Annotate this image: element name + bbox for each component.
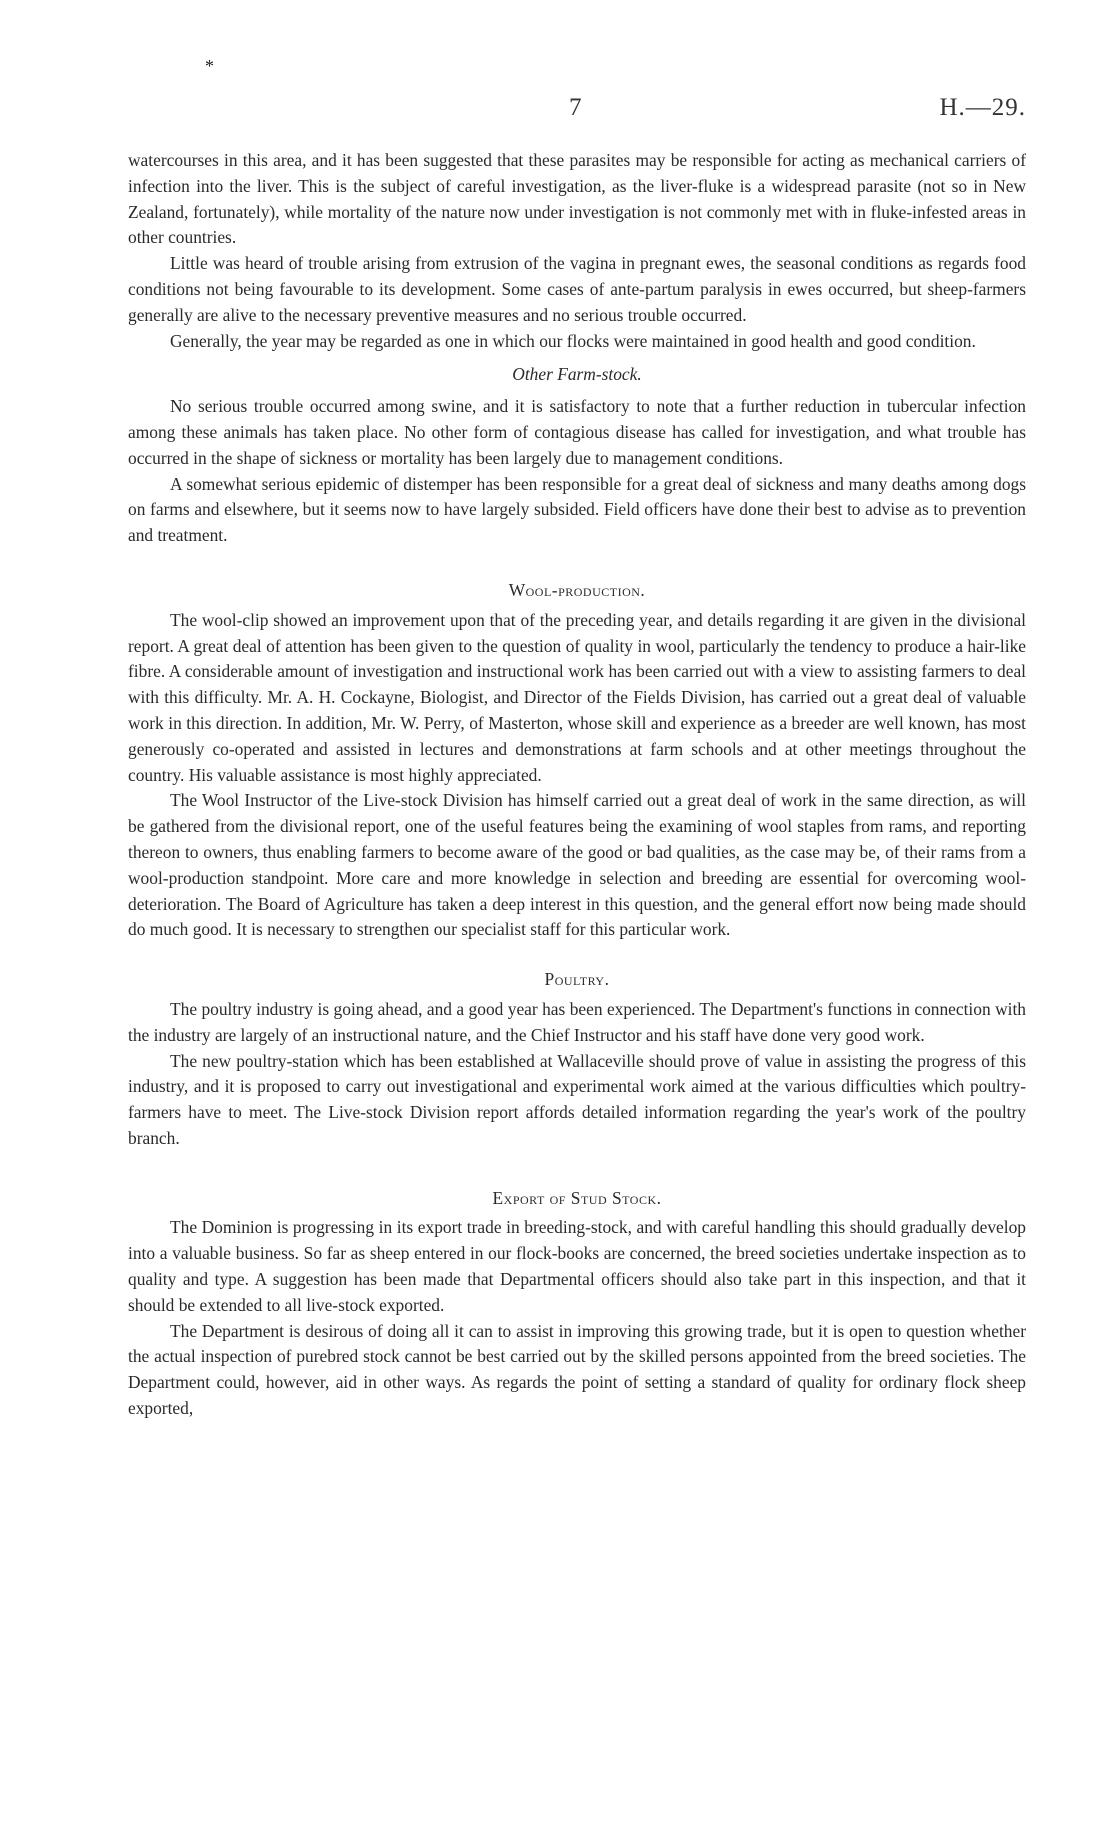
paragraph-ewes-trouble: Little was heard of trouble arising from extrusion of the vagina in pregnant ewes, the seasonal conditions as regards food conditions not being favourable to its development. Some cases of ante-partum paralysis in ewes occurred, but sheep-farmers generally are alive to the necessary preventive measures and no serious trouble occurred. [128, 253, 1026, 325]
paragraph-swine: No serious trouble occurred among swine, and it is satisfactory to note that a further reduction in tubercular infection among these animals has taken place. No other form of contagious disease has called for investigation, and what trouble has occurred in the shape of sickness or mortality has been largely due to management conditions. [128, 396, 1026, 468]
page-number: 7 [569, 94, 582, 121]
section-heading-poultry: Poultry. [544, 969, 610, 990]
paragraph-wool-clip: The wool-clip showed an improvement upon that of the preceding year, and details regarding it are given in the divisional report. A great deal of attention has been given to the question of quality in wool, particularly the tendency to produce a hair-like fibre. A considerable amount of investigation and instructional work has been carried out with a view to assisting farmers to deal with this difficulty. Mr. A. H. Cockayne, Biologist, and Director of the Fields Division, has carried out a great deal of valuable work in this direction. In addition, Mr. W. Perry, of Masterton, whose skill and experience as a breeder are well known, has most generously co-operated and assisted in lectures and demonstrations at farm schools and at other meetings throughout the country. His valuable assistance is most highly appreciated. [128, 609, 1026, 785]
paragraph-poultry-industry: The poultry industry is going ahead, and a good year has been experienced. The Department's functions in connection with the industry are largely of an instructional nature, and the Chief Instructor and his staff have done very good work. [128, 998, 1026, 1045]
paragraph-liver-fluke-continued: watercourses in this area, and it has been suggested that these parasites may be responsible for acting as mechanical carriers of infection into the liver. This is the subject of careful investigation, as the liver-fluke is a widespread parasite (not so in New Zealand, fortunately), while mortality of the nature now under investigation is not commonly met with in fluke-infested areas in other countries. [128, 150, 1026, 248]
document-reference: H.—29. [939, 94, 1026, 121]
section-heading-export-stud-stock: Export of Stud Stock. [492, 1187, 662, 1208]
paragraph-export-trade: The Dominion is progressing in its export trade in breeding-stock, and with careful handling this should gradually develop into a valuable business. So far as sheep entered in our flock-books are concerned, the breed societies undertake inspection as to quality and type. A suggestion has been made that Departmental officers should also take part in this inspection, and that it should be extended to all live-stock exported. [128, 1217, 1026, 1315]
paragraph-poultry-station: The new poultry-station which has been established at Wallaceville should prove of value in assisting the progress of this industry, and it is proposed to carry out investigational and experimental work aimed at the various difficulties which poultry-farmers have to meet. The Live-stock Division report affords detailed information regarding the year's work of the poultry branch. [128, 1050, 1026, 1148]
asterisk-mark: * [205, 56, 214, 76]
page-header [128, 94, 1026, 128]
page-body [128, 148, 1026, 1422]
section-heading-wool-production: Wool-production. [508, 579, 646, 600]
paragraph-distemper: A somewhat serious epidemic of distemper has been responsible for a great deal of sickness and many deaths among dogs on farms and elsewhere, but it seems now to have largely subsided. Field officers have done their best to advise as to prevention and treatment. [128, 473, 1026, 546]
paragraph-flocks-health: Generally, the year may be regarded as one in which our flocks were maintained in good health and good condition. [170, 330, 976, 351]
section-heading-other-farm-stock: Other Farm-stock. [512, 364, 642, 385]
paragraph-wool-instructor: The Wool Instructor of the Live-stock Division has himself carried out a great deal of work in the same direction, as will be gathered from the divisional report, one of the useful features being the examining of wool staples from rams, and reporting thereon to owners, thus enabling farmers to become aware of the good or bad qualities, as the case may be, of their rams from a wool-production standpoint. More care and more knowledge in selection and breeding are essential for overcoming wool-deterioration. The Board of Agriculture has taken a deep interest in this question, and the general effort now being made should do much good. It is necessary to strengthen our specialist staff for this particular work. [128, 790, 1026, 940]
paragraph-department-assist: The Department is desirous of doing all it can to assist in improving this growing trade, but it is open to question whether the actual inspection of purebred stock cannot be best carried out by the skilled persons appointed from the breed societies. The Department could, however, aid in other ways. As regards the point of setting a standard of quality for ordinary flock sheep exported, [128, 1320, 1026, 1419]
